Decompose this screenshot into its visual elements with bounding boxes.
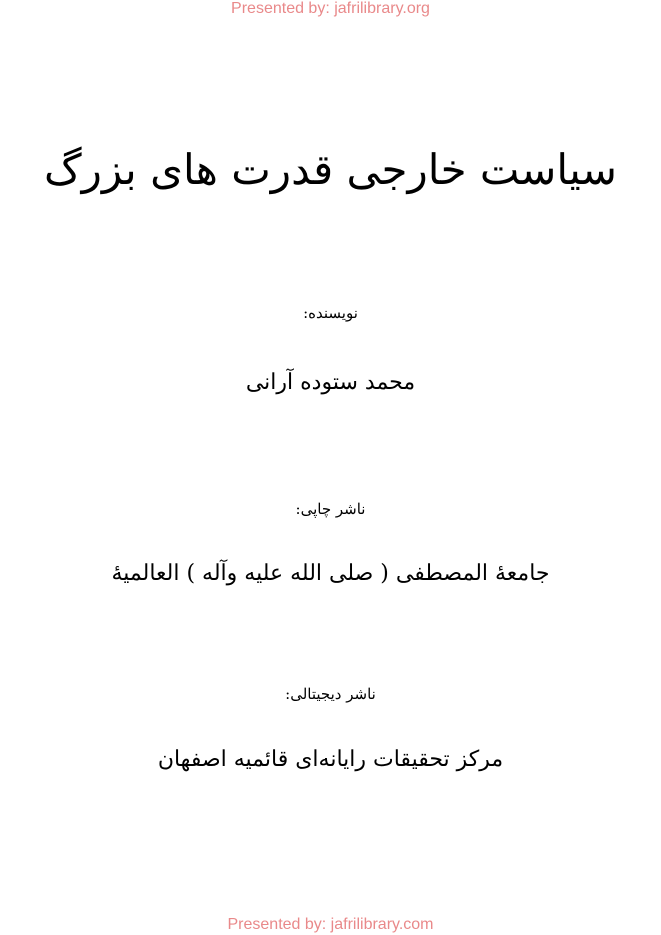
watermark-top: Presented by: jafrilibrary.org: [231, 0, 430, 17]
author-label: نویسنده:: [303, 304, 358, 322]
print-publisher-label: ناشر چاپی:: [295, 500, 366, 518]
author-name: محمد ستوده آرانی: [245, 370, 416, 395]
book-title: سیاست خارجی قدرت های بزرگ: [43, 145, 617, 194]
print-publisher-name: جامعهٔ المصطفی ( صلی الله علیه وآله ) العالمیهٔ: [111, 561, 550, 586]
watermark-bottom: Presented by: jafrilibrary.com: [227, 916, 434, 933]
digital-publisher-name: مرکز تحقیقات رایانه‌ای قائمیه اصفهان: [157, 747, 504, 772]
digital-publisher-label: ناشر دیجیتالی:: [285, 685, 376, 703]
